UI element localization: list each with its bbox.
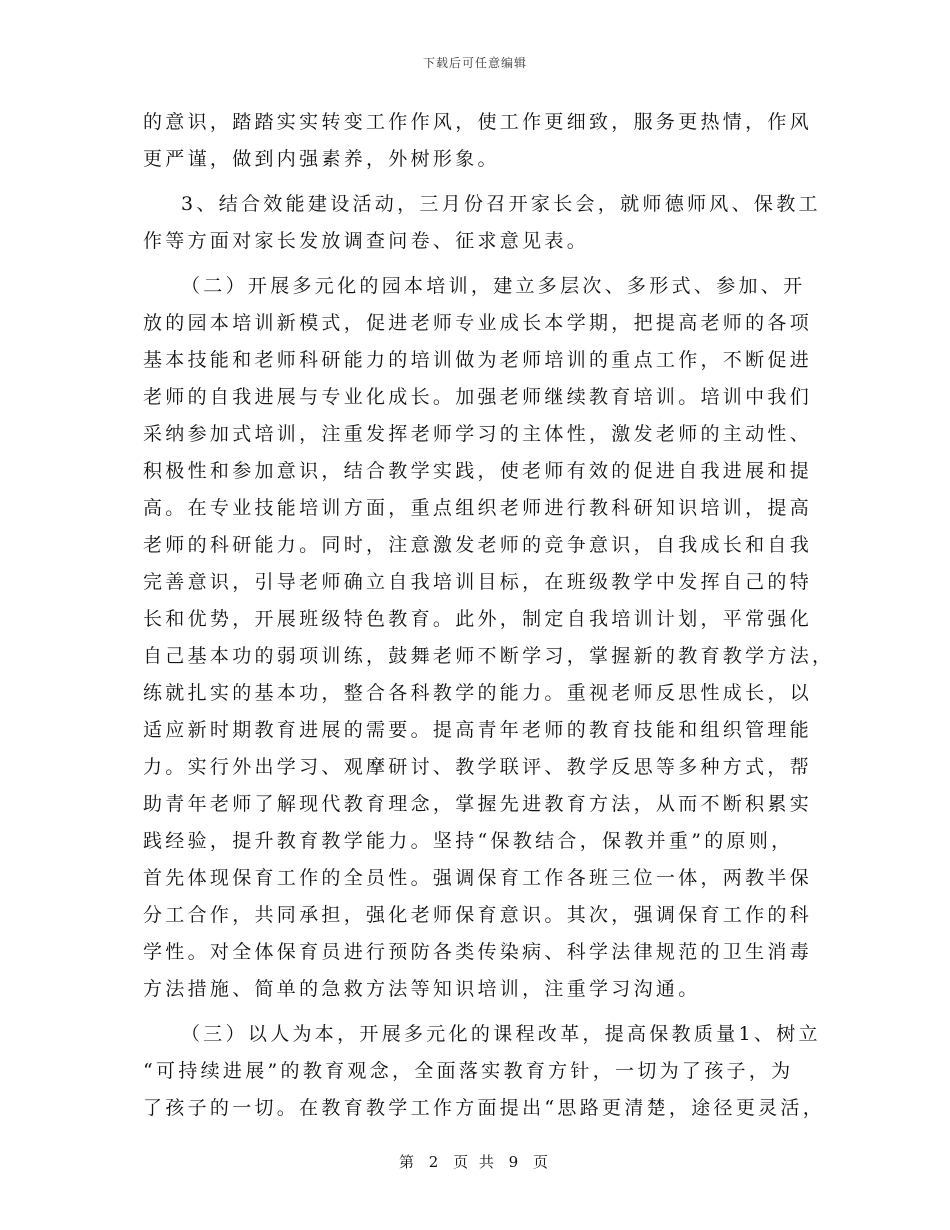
text-line: （三）以人为本，开展多元化的课程改革，提高保教质量1、树立	[181, 1023, 821, 1045]
total-page-count: 9	[508, 1153, 522, 1171]
text-line: 完善意识，引导老师确立自我培训目标，在班级教学中发挥自己的特	[143, 571, 813, 593]
text-line: 分工合作，共同承担，强化老师保育意识。其次，强调保育工作的科	[143, 904, 813, 926]
text-line: “可持续进展”的教育观念，全面落实教育方针，一切为了孩子，为	[143, 1060, 794, 1082]
page-footer	[0, 1151, 950, 1172]
text-line: 自己基本功的弱项训练，鼓舞老师不断学习，掌握新的教育教学方法，	[143, 645, 835, 667]
text-line: 长和优势，开展班级特色教育。此外，制定自我培训计划，平常强化	[143, 608, 813, 630]
text-line: 老师的自我进展与专业化成长。加强老师继续教育培训。培训中我们	[143, 386, 813, 408]
text-line: 方法措施、简单的急救方法等知识培训，注重学习沟通。	[143, 978, 701, 1000]
paragraph-4	[143, 1016, 826, 1127]
text-line: 3、结合效能建设活动，三月份召开家长会，就师德师风、保教工	[181, 193, 821, 215]
text-line: 首先体现保育工作的全员性。强调保育工作各班三位一体，两教半保	[143, 867, 813, 889]
text-line: 积极性和参加意识，结合教学实践，使老师有效的促进自我进展和提	[143, 460, 813, 482]
document-body	[143, 104, 835, 1127]
text-line: 学性。对全体保育员进行预防各类传染病、科学法律规范的卫生消毒	[143, 941, 813, 963]
footer-prefix: 第	[398, 1153, 417, 1171]
text-line: 的意识，踏踏实实转变工作作风，使工作更细致，服务更热情，作风	[143, 111, 813, 133]
footer-middle: 页 共	[453, 1153, 497, 1171]
text-line: 践经验，提升教育教学能力。坚持“保教结合，保教并重”的原则，	[143, 830, 794, 852]
text-line: 了孩子的一切。在教育教学工作方面提出“思路更清楚，途径更灵活，	[143, 1097, 826, 1119]
paragraph-3	[143, 268, 835, 1008]
text-line: 采纳参加式培训，注重发挥老师学习的主体性，激发老师的主动性、	[143, 423, 813, 445]
text-line: 放的园本培训新模式，促进老师专业成长本学期，把提高老师的各项	[143, 312, 813, 334]
text-line: 力。实行外出学习、观摩研讨、教学联评、教学反思等多种方式，帮	[143, 756, 813, 778]
text-line: （二）开展多元化的园本培训，建立多层次、多形式、参加、开	[181, 275, 806, 297]
footer-suffix: 页	[533, 1153, 552, 1171]
paragraph-1	[143, 104, 813, 178]
text-line: 练就扎实的基本功，整合各科教学的能力。重视老师反思性成长，以	[143, 682, 813, 704]
current-page-number: 2	[428, 1153, 442, 1171]
paragraph-2	[143, 186, 821, 260]
text-line: 适应新时期教育进展的需要。提高青年老师的教育技能和组织管理能	[143, 719, 813, 741]
text-line: 基本技能和老师科研能力的培训做为老师培训的重点工作，不断促进	[143, 349, 813, 371]
text-line: 更严谨，做到内强素养，外树形象。	[143, 148, 500, 170]
text-line: 作等方面对家长发放调查问卷、征求意见表。	[143, 230, 590, 252]
page-header: 下载后可任意编辑	[422, 56, 527, 70]
text-line: 助青年老师了解现代教育理念，掌握先进教育方法，从而不断积累实	[143, 793, 813, 815]
text-line: 老师的科研能力。同时，注意激发老师的竞争意识，自我成长和自我	[143, 534, 813, 556]
text-line: 高。在专业技能培训方面，重点组织老师进行教科研知识培训，提高	[143, 497, 813, 519]
